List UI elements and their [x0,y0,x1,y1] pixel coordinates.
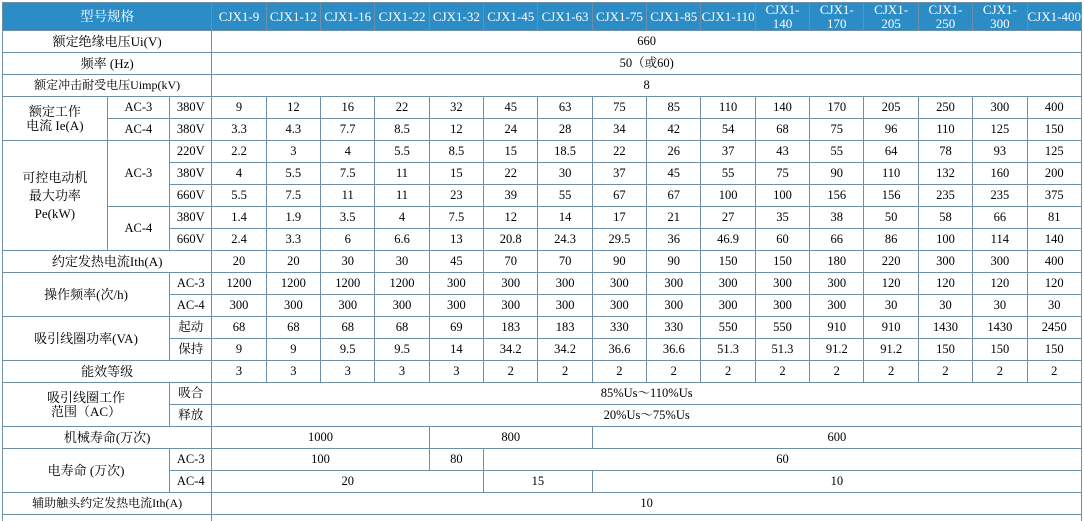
header-model-15: CJX1-400 [1027,3,1082,31]
motor-ac4-380-v10: 35 [755,207,809,229]
motor-ac3-380-v9: 55 [701,163,755,185]
row-impulse-voltage [3,75,1082,97]
motor-ac3-220-v4: 8.5 [429,141,483,163]
motor-ac3-660-v14: 235 [973,185,1027,207]
coil-hold-v0: 9 [212,339,266,361]
header-model-12: CJX1-205 [864,3,918,31]
coil-hold-v5: 34.2 [484,339,538,361]
ith-v8: 90 [647,251,701,273]
ie-ac3-v11: 170 [810,97,864,119]
ie-ac3-v2: 16 [321,97,375,119]
ops-ac3-v11: 300 [810,273,864,295]
motor-ac4-380-v3: 4 [375,207,429,229]
header-model-10: CJX1-140 [755,3,809,31]
motor-ac4-380-v12: 50 [864,207,918,229]
coil-start-v12: 910 [864,317,918,339]
ops-ac3-v12: 120 [864,273,918,295]
ops-ac4-v3: 300 [375,295,429,317]
motor-ac3-660-v3: 11 [375,185,429,207]
motor-ac4-660-v5: 20.8 [484,229,538,251]
motor-ac3-220-v14: 93 [973,141,1027,163]
motor-ac4-380-v11: 38 [810,207,864,229]
row-conventional-thermal-current [3,251,1082,273]
coil-start-v7: 330 [592,317,646,339]
coil-hold-v4: 14 [429,339,483,361]
coil-start-v11: 910 [810,317,864,339]
coil-power-hold-mode: 保持 [170,339,212,361]
elec-life-ac3-span-2: 60 [484,449,1082,471]
row-coil-power-start [3,317,1082,339]
ith-v1: 20 [266,251,320,273]
ith-v5: 70 [484,251,538,273]
motor-ac4-660-v14: 114 [973,229,1027,251]
row-motor-ac3-220 [3,141,1082,163]
ops-ac4-v8: 300 [647,295,701,317]
ops-ac3-v8: 300 [647,273,701,295]
ops-ac4-v2: 300 [321,295,375,317]
motor-ac4-660-v11: 66 [810,229,864,251]
ie-label-line2: 电流 Ie(A) [26,117,84,133]
elec-life-label: 电寿命 (万次) [3,449,170,493]
ops-ac3-v10: 300 [755,273,809,295]
motor-ac4-660-v3: 6.6 [375,229,429,251]
motor-ac3-660-v11: 156 [810,185,864,207]
header-model-3: CJX1-22 [375,3,429,31]
ie-ac4-v15: 150 [1027,119,1082,141]
motor-ac3-660-v2: 11 [321,185,375,207]
ops-ac3-v7: 300 [592,273,646,295]
motor-ac3-380-v3: 11 [375,163,429,185]
header-model-2: CJX1-16 [321,3,375,31]
eff-v3: 3 [375,361,429,383]
motor-ac4-660-v0: 2.4 [212,229,266,251]
motor-ac3-380-volt: 380V [170,163,212,185]
elec-life-ac4-span-2: 10 [592,471,1081,493]
coil-start-v5: 183 [484,317,538,339]
row-coil-range-pickup [3,383,1082,405]
header-model-1: CJX1-12 [266,3,320,31]
ie-ac3-volt: 380V [170,97,212,119]
motor-ac3-220-v15: 125 [1027,141,1082,163]
header-model-label: 型号规格 [3,3,212,31]
coil-start-v4: 69 [429,317,483,339]
ith-v2: 30 [321,251,375,273]
motor-ac4-380-v14: 66 [973,207,1027,229]
motor-ac3-380-v0: 4 [212,163,266,185]
motor-ac3-380-v2: 7.5 [321,163,375,185]
motor-ac4-660-v8: 36 [647,229,701,251]
eff-v10: 2 [755,361,809,383]
ops-ac4-v9: 300 [701,295,755,317]
motor-ac4-380-v8: 21 [647,207,701,229]
ie-ac3-v8: 85 [647,97,701,119]
motor-ac3-380-v5: 22 [484,163,538,185]
motor-ac3-660-v5: 39 [484,185,538,207]
ops-ac4-v11: 300 [810,295,864,317]
motor-ac3-660-v10: 100 [755,185,809,207]
ops-ac4-v6: 300 [538,295,592,317]
ops-ac4-v1: 300 [266,295,320,317]
header-model-13: CJX1-250 [918,3,972,31]
ie-ac3-v3: 22 [375,97,429,119]
motor-ac4-660-v15: 140 [1027,229,1082,251]
aux-ith-label: 辅助触头约定发热电流Ith(A) [3,493,212,515]
motor-label [3,141,108,251]
motor-ac3-660-v9: 100 [701,185,755,207]
ops-ac4-v7: 300 [592,295,646,317]
ie-ac3-v5: 45 [484,97,538,119]
coil-start-v9: 550 [701,317,755,339]
ith-v13: 300 [918,251,972,273]
ie-ac4-v8: 42 [647,119,701,141]
ie-ac3-v4: 32 [429,97,483,119]
ops-ac4-v15: 30 [1027,295,1082,317]
row-ie-ac4 [3,119,1082,141]
uimp-value: 8 [212,75,1082,97]
coil-hold-v7: 36.6 [592,339,646,361]
motor-ac3-220-volt: 220V [170,141,212,163]
motor-label-line3: Pe(kW) [34,205,76,221]
motor-ac3-220-v11: 55 [810,141,864,163]
ie-ac4-v12: 96 [864,119,918,141]
row-frequency [3,53,1082,75]
ops-ac4-v0: 300 [212,295,266,317]
motor-ac3-220-v0: 2.2 [212,141,266,163]
ie-ac3-v13: 250 [918,97,972,119]
coil-start-v14: 1430 [973,317,1027,339]
ie-label-line1: 额定工作 [28,104,81,120]
ui-value: 660 [212,31,1082,53]
ops-ac3-v5: 300 [484,273,538,295]
coil-start-v1: 68 [266,317,320,339]
eff-v6: 2 [538,361,592,383]
ie-ac4-v5: 24 [484,119,538,141]
eff-v9: 2 [701,361,755,383]
eff-v13: 2 [918,361,972,383]
coil-hold-v2: 9.5 [321,339,375,361]
coil-start-v6: 183 [538,317,592,339]
ops-ac3-v0: 1200 [212,273,266,295]
motor-label-line2: 最大功率 [28,188,81,203]
freq-value: 50（或60) [212,53,1082,75]
motor-ac3-380-v7: 37 [592,163,646,185]
ie-ac3-v14: 300 [973,97,1027,119]
coil-range-label-line2: 范围（AC） [51,403,122,419]
row-rated-insulation-voltage [3,31,1082,53]
motor-ac4-mode: AC-4 [107,207,169,251]
elec-life-ac3-span-0: 100 [212,449,429,471]
motor-ac3-660-v13: 235 [918,185,972,207]
ie-ac3-v15: 400 [1027,97,1082,119]
elec-life-ac4-span-0: 20 [212,471,484,493]
motor-ac3-220-v7: 22 [592,141,646,163]
coil-hold-v9: 51.3 [701,339,755,361]
motor-ac3-220-v10: 43 [755,141,809,163]
coil-start-v10: 550 [755,317,809,339]
ops-ac4-mode: AC-4 [170,295,212,317]
motor-ac4-380-v15: 81 [1027,207,1082,229]
coil-hold-v11: 91.2 [810,339,864,361]
eff-v0: 3 [212,361,266,383]
coil-start-v3: 68 [375,317,429,339]
mech-life-label: 机械寿命(万次) [3,427,212,449]
motor-ac4-660-v10: 60 [755,229,809,251]
uimp-label: 额定冲击耐受电压Uimp(kV) [3,75,212,97]
motor-ac3-380-v12: 110 [864,163,918,185]
motor-ac3-380-v6: 30 [538,163,592,185]
ops-ac4-v4: 300 [429,295,483,317]
coil-start-v15: 2450 [1027,317,1082,339]
eff-v14: 2 [973,361,1027,383]
motor-ac3-380-v10: 75 [755,163,809,185]
coil-start-v0: 68 [212,317,266,339]
motor-ac3-660-v1: 7.5 [266,185,320,207]
coil-hold-v13: 150 [918,339,972,361]
coil-hold-v3: 9.5 [375,339,429,361]
mech-life-span-1: 800 [429,427,592,449]
motor-ac3-380-v8: 45 [647,163,701,185]
motor-ac4-380-v5: 12 [484,207,538,229]
motor-ac4-380-v2: 3.5 [321,207,375,229]
row-trailing-blank [3,515,1082,521]
motor-ac4-660-v12: 86 [864,229,918,251]
coil-range-pickup-value: 85%Us～110%Us [212,383,1082,405]
ie-ac4-v14: 125 [973,119,1027,141]
coil-start-v8: 330 [647,317,701,339]
ops-ac3-v14: 120 [973,273,1027,295]
motor-ac3-380-v14: 160 [973,163,1027,185]
motor-ac3-380-v11: 90 [810,163,864,185]
header-model-8: CJX1-85 [647,3,701,31]
ie-ac4-v4: 12 [429,119,483,141]
motor-ac3-660-v7: 67 [592,185,646,207]
motor-ac3-220-v3: 5.5 [375,141,429,163]
mech-life-span-2: 600 [592,427,1081,449]
motor-ac4-660-volt: 660V [170,229,212,251]
ops-ac3-v2: 1200 [321,273,375,295]
ie-ac3-v9: 110 [701,97,755,119]
motor-ac4-380-v6: 14 [538,207,592,229]
motor-ac3-660-v8: 67 [647,185,701,207]
aux-ith-value: 10 [212,493,1082,515]
coil-range-release-mode: 释放 [170,405,212,427]
table-header-row [3,3,1082,31]
motor-ac3-220-v6: 18.5 [538,141,592,163]
ops-ac4-v10: 300 [755,295,809,317]
motor-ac3-380-v13: 132 [918,163,972,185]
ops-ac3-v15: 120 [1027,273,1082,295]
motor-label-line1: 可控电动机 [22,170,88,186]
ith-v15: 400 [1027,251,1082,273]
trailing-value-cell [212,515,1082,521]
elec-life-ac4-span-1: 15 [484,471,593,493]
ie-ac4-v0: 3.3 [212,119,266,141]
ops-ac4-v13: 30 [918,295,972,317]
ie-ac4-v11: 75 [810,119,864,141]
ops-ac3-mode: AC-3 [170,273,212,295]
motor-ac3-660-v4: 23 [429,185,483,207]
row-aux-thermal-current [3,493,1082,515]
ith-v12: 220 [864,251,918,273]
ie-ac3-v1: 12 [266,97,320,119]
row-mechanical-life [3,427,1082,449]
motor-ac4-380-v0: 1.4 [212,207,266,229]
ops-ac3-v13: 120 [918,273,972,295]
header-model-4: CJX1-32 [429,3,483,31]
header-model-11: CJX1-170 [810,3,864,31]
ie-ac4-mode: AC-4 [107,119,169,141]
motor-ac4-380-v9: 27 [701,207,755,229]
coil-range-label [3,383,170,427]
ie-ac4-v10: 68 [755,119,809,141]
ie-ac3-v7: 75 [592,97,646,119]
motor-ac4-380-v7: 17 [592,207,646,229]
ie-ac3-v0: 9 [212,97,266,119]
ith-v4: 45 [429,251,483,273]
ie-ac4-v1: 4.3 [266,119,320,141]
coil-hold-v15: 150 [1027,339,1082,361]
ie-ac4-v9: 54 [701,119,755,141]
elec-life-ac4-mode: AC-4 [170,471,212,493]
header-model-9: CJX1-110 [701,3,755,31]
efficiency-label: 能效等级 [3,361,212,383]
motor-ac3-220-v13: 78 [918,141,972,163]
coil-hold-v6: 34.2 [538,339,592,361]
coil-hold-v1: 9 [266,339,320,361]
ith-v14: 300 [973,251,1027,273]
coil-range-release-value: 20%Us～75%Us [212,405,1082,427]
ops-ac4-v5: 300 [484,295,538,317]
motor-ac4-380-v4: 7.5 [429,207,483,229]
motor-ac3-660-v12: 156 [864,185,918,207]
ie-ac3-v10: 140 [755,97,809,119]
motor-ac4-660-v6: 24.3 [538,229,592,251]
eff-v7: 2 [592,361,646,383]
ie-ac4-volt: 380V [170,119,212,141]
ie-ac3-v6: 63 [538,97,592,119]
ie-ac3-v12: 205 [864,97,918,119]
motor-ac3-660-v0: 5.5 [212,185,266,207]
ui-label: 额定绝缘电压Ui(V) [3,31,212,53]
ith-v0: 20 [212,251,266,273]
contactor-spec-table [2,2,1082,521]
coil-start-v13: 1430 [918,317,972,339]
ith-v7: 90 [592,251,646,273]
row-operating-frequency-ac3 [3,273,1082,295]
row-motor-ac4-380 [3,207,1082,229]
motor-ac3-220-v8: 26 [647,141,701,163]
ith-v3: 30 [375,251,429,273]
ith-v11: 180 [810,251,864,273]
coil-range-label-line1: 吸引线圈工作 [47,390,126,406]
ops-ac4-v12: 30 [864,295,918,317]
row-electrical-life-ac3 [3,449,1082,471]
motor-ac4-660-v2: 6 [321,229,375,251]
coil-hold-v12: 91.2 [864,339,918,361]
ith-label: 约定发热电流Ith(A) [3,251,212,273]
coil-hold-v8: 36.6 [647,339,701,361]
motor-ac4-660-v13: 100 [918,229,972,251]
ops-ac3-v6: 300 [538,273,592,295]
motor-ac3-220-v1: 3 [266,141,320,163]
ops-ac3-v3: 1200 [375,273,429,295]
eff-v5: 2 [484,361,538,383]
motor-ac3-220-v5: 15 [484,141,538,163]
coil-power-label: 吸引线圈功率(VA) [3,317,170,361]
motor-ac4-660-v9: 46.9 [701,229,755,251]
ith-v9: 150 [701,251,755,273]
motor-ac3-660-volt: 660V [170,185,212,207]
mech-life-span-0: 1000 [212,427,429,449]
ie-ac4-v13: 110 [918,119,972,141]
motor-ac3-380-v4: 15 [429,163,483,185]
ith-v6: 70 [538,251,592,273]
motor-ac4-660-v7: 29.5 [592,229,646,251]
ops-ac4-v14: 30 [973,295,1027,317]
ops-label: 操作频率(次/h) [3,273,170,317]
ops-ac3-v9: 300 [701,273,755,295]
coil-range-pickup-mode: 吸合 [170,383,212,405]
coil-hold-v14: 150 [973,339,1027,361]
header-model-6: CJX1-63 [538,3,592,31]
header-model-5: CJX1-45 [484,3,538,31]
ie-ac4-v6: 28 [538,119,592,141]
eff-v8: 2 [647,361,701,383]
motor-ac3-220-v9: 37 [701,141,755,163]
motor-ac4-380-volt: 380V [170,207,212,229]
row-ie-ac3 [3,97,1082,119]
header-model-14: CJX1-300 [973,3,1027,31]
header-model-0: CJX1-9 [212,3,266,31]
ie-ac4-v7: 34 [592,119,646,141]
coil-hold-v10: 51.3 [755,339,809,361]
eff-v2: 3 [321,361,375,383]
ops-ac3-v4: 300 [429,273,483,295]
eff-v4: 3 [429,361,483,383]
motor-ac3-660-v6: 55 [538,185,592,207]
coil-start-v2: 68 [321,317,375,339]
elec-life-ac3-mode: AC-3 [170,449,212,471]
ie-ac3-mode: AC-3 [107,97,169,119]
freq-label: 频率 (Hz) [3,53,212,75]
eff-v1: 3 [266,361,320,383]
trailing-label-cell [3,515,212,521]
motor-ac4-380-v1: 1.9 [266,207,320,229]
eff-v15: 2 [1027,361,1082,383]
motor-ac4-660-v1: 3.3 [266,229,320,251]
ie-label [3,97,108,141]
ie-ac4-v2: 7.7 [321,119,375,141]
eff-v12: 2 [864,361,918,383]
motor-ac3-220-v2: 4 [321,141,375,163]
ith-v10: 150 [755,251,809,273]
motor-ac3-380-v15: 200 [1027,163,1082,185]
coil-power-start-mode: 起动 [170,317,212,339]
motor-ac3-mode: AC-3 [107,141,169,207]
motor-ac4-380-v13: 58 [918,207,972,229]
motor-ac3-220-v12: 64 [864,141,918,163]
eff-v11: 2 [810,361,864,383]
motor-ac3-660-v15: 375 [1027,185,1082,207]
row-efficiency-grade [3,361,1082,383]
motor-ac3-380-v1: 5.5 [266,163,320,185]
ie-ac4-v3: 8.5 [375,119,429,141]
elec-life-ac3-span-1: 80 [429,449,483,471]
ops-ac3-v1: 1200 [266,273,320,295]
motor-ac4-660-v4: 13 [429,229,483,251]
header-model-7: CJX1-75 [592,3,646,31]
